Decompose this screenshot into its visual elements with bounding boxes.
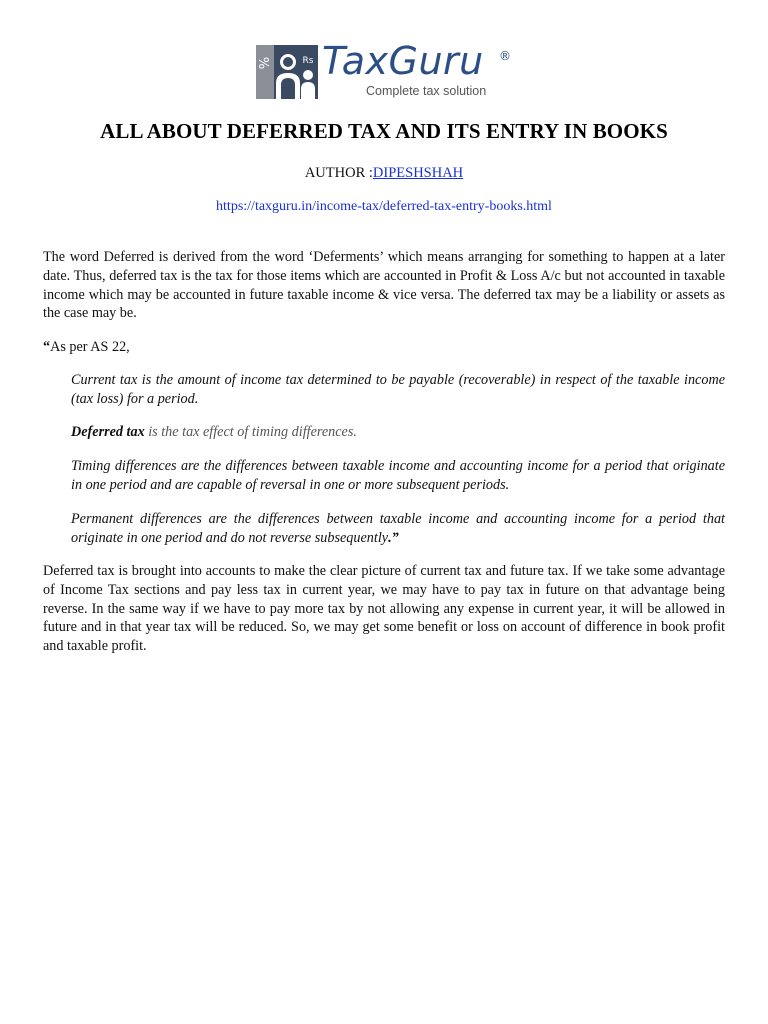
quote-current-tax: Current tax is the amount of income tax determined to be payable (recoverable) in respect of the taxable income (tax loss) for a period. bbox=[71, 372, 725, 407]
rupee-mark: Rs bbox=[302, 56, 314, 66]
deferred-tax-term: Deferred tax bbox=[71, 424, 145, 440]
close-quote: .” bbox=[388, 529, 399, 546]
deferred-tax-definition: is the tax effect of timing differences. bbox=[144, 424, 357, 440]
source-url-line bbox=[0, 198, 768, 216]
as-per-line bbox=[43, 338, 725, 357]
quote-deferred-tax bbox=[71, 423, 725, 442]
source-url-link[interactable]: https://taxguru.in/income-tax/deferred-tax-entry-books.html bbox=[216, 199, 552, 214]
as-per-text: As per AS 22, bbox=[50, 339, 130, 355]
percent-mark: % bbox=[258, 56, 273, 70]
author-prefix: AUTHOR : bbox=[304, 165, 373, 181]
logo-tagline: Complete tax solution bbox=[366, 84, 487, 98]
registered-mark: ® bbox=[499, 49, 511, 63]
closing-paragraph: Deferred tax is brought into accounts to make the clear picture of current tax and future tax. If we take some advantage of Income Tax sections and pay less tax in current year, we may have to pay tax in future on that advantage being reverse. In the same way if we have to pay more tax by not allowing any expense in current year, it will be allowed in future and in that year tax will be reduced. So, we may get some benefit or loss on account of difference in book profit and taxable profit. bbox=[43, 563, 725, 655]
logo-wordmark: TaxGuru bbox=[322, 39, 484, 83]
intro-paragraph: The word Deferred is derived from the word ‘Deferments’ which means arranging for something to happen at a later date. Thus, deferred tax is the tax for those items which are accounted in Profit & Loss A/c but not accounted in taxable income which may be accounted in future taxable income & vice versa. The deferred tax may be a liability or assets as the case may be. bbox=[43, 249, 725, 322]
quote-timing-differences: Timing differences are the differences between taxable income and accounting income for a period that originate in one period and are capable of reversal in one or more subsequent periods. bbox=[71, 458, 725, 493]
taxguru-people-icon bbox=[256, 45, 318, 99]
permanent-differences-text: Permanent differences are the differences between taxable income and accounting income for a period that originate in one period and do not reverse subsequently bbox=[71, 511, 725, 546]
author-link[interactable]: DIPESHSHAH bbox=[372, 165, 464, 181]
open-quote: “ bbox=[43, 339, 51, 355]
quote-permanent-differences bbox=[71, 510, 725, 548]
taxguru-logo[interactable] bbox=[256, 39, 518, 101]
author-line bbox=[0, 164, 768, 182]
article-title: ALL ABOUT DEFERRED TAX AND ITS ENTRY IN BOOKS bbox=[100, 119, 668, 143]
